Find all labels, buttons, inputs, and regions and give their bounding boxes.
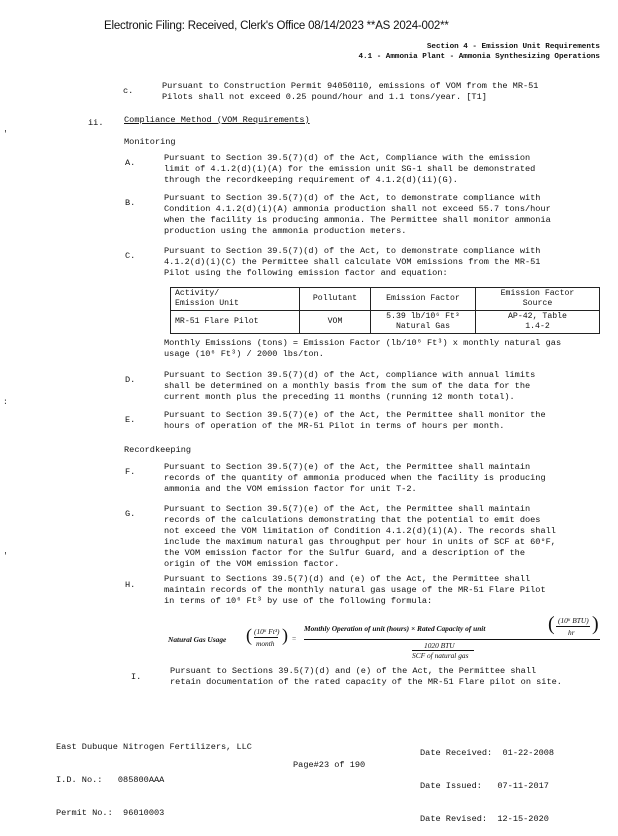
electronic-filing-stamp: Electronic Filing: Received, Clerk's Office 08/14/2023 **AS 2024-002**: [104, 20, 449, 32]
emission-factor-table: [170, 287, 600, 334]
item-text-i: Pursuant to Sections 39.5(7)(d) and (e) of the Act, the Permittee shall retain documentation of the rated capacity of the MR-51 Flare pilot on site.: [170, 666, 562, 687]
table-cell: AP-42, Table 1.4-2: [476, 311, 600, 334]
item-label-f: F.: [125, 467, 136, 477]
formula-lhs-denominator: month: [256, 639, 275, 648]
margin-mark: :: [3, 398, 8, 407]
table-header-cell: Emission Factor: [371, 288, 476, 311]
footer-permit: Permit No.: 96010003: [56, 808, 165, 818]
section-header: [358, 42, 600, 62]
item-label-i: I.: [131, 672, 142, 682]
item-label-c-top: c.: [123, 86, 134, 96]
table-header-row: [171, 288, 600, 311]
item-text-d: Pursuant to Section 39.5(7)(d) of the Act, compliance with annual limits shall be determined on a monthly basis from the sum of the data for the current month plus the preceding 11 months (running 12 month total).: [164, 370, 536, 402]
item-text-e: Pursuant to Section 39.5(7)(e) of the Act, the Permittee shall monitor the hours of operation of the MR-51 Pilot in terms of hours per month.: [164, 410, 546, 431]
section-header-line2: 4.1 - Ammonia Plant - Ammonia Synthesizing Operations: [358, 53, 600, 61]
item-text-h: Pursuant to Sections 39.5(7)(d) and (e) of the Act, the Permittee shall maintain records of the monthly natural gas usage of the MR-51 Flare Pilot in terms of 10⁶ Ft³ by use of the following formula:: [164, 574, 546, 606]
table-cell: VOM: [300, 311, 371, 334]
footer-date-received: Date Received: 01-22-2008: [420, 748, 555, 758]
margin-mark: ': [3, 130, 8, 139]
item-label-e: E.: [125, 415, 136, 425]
table-cell: 5.39 lb/10⁶ Ft³ Natural Gas: [371, 311, 476, 334]
item-label-g: G.: [125, 509, 136, 519]
footer-company: East Dubuque Nitrogen Fertilizers, LLC: [56, 742, 252, 752]
item-text-a: Pursuant to Section 39.5(7)(d) of the Act, Compliance with the emission limit of 4.1.2(d)(i)(A) for the emission unit SG-1 shall be demonstrated through the recordkeeping requirement of 4.1.2(d)(ii)(G).: [164, 153, 536, 185]
margin-mark: ': [3, 552, 8, 561]
footer-date-issued: Date Issued: 07-11-2017: [420, 781, 549, 791]
monitoring-heading: Monitoring: [124, 137, 176, 147]
footer-left: [56, 720, 252, 830]
formula-denominator-numerator: 1020 BTU: [424, 641, 455, 650]
table-cell: MR-51 Flare Pilot: [171, 311, 300, 334]
formula-lhs: Natural Gas Usage: [168, 635, 227, 644]
item-text-b: Pursuant to Section 39.5(7)(d) of the Act, to demonstrate compliance with Condition 4.1.2(d)(i)(A) ammonia production shall not exceed 55.7 tons/hour when the facility is producing ammonia. The Permittee shall monitor ammonia production using the ammonia production meters.: [164, 193, 551, 236]
compliance-method-heading: Compliance Method (VOM Requirements): [124, 115, 310, 125]
item-label-ii: ii.: [88, 118, 104, 128]
formula-lhs-numerator: (10⁶ Ft³): [254, 627, 280, 636]
item-text-c: Pursuant to Section 39.5(7)(d) of the Act, to demonstrate compliance with 4.1.2(d)(i)(C) the Permittee shall calculate VOM emissions from the MR-51 Pilot using the following emission factor and equation:: [164, 246, 541, 278]
item-label-h: H.: [125, 580, 136, 590]
formula-capacity-denominator: hr: [568, 628, 575, 637]
item-label-c: C.: [125, 251, 136, 261]
formula-equals: =: [292, 634, 297, 643]
monthly-emissions-equation: Monthly Emissions (tons) = Emission Factor (lb/10⁶ Ft³) x monthly natural gas usage (10⁶ Ft³) / 2000 lbs/ton.: [164, 338, 562, 359]
item-text-c-top: Pursuant to Construction Permit 94050110, emissions of VOM from the MR-51 Pilots shall not exceed 0.25 pound/hour and 1.1 tons/year. [T1]: [162, 81, 539, 102]
formula-main-fraction-bar: [304, 639, 600, 640]
item-label-d: D.: [125, 375, 136, 385]
page-number: Page#23 of 190: [293, 760, 366, 770]
natural-gas-usage-formula: Natural Gas Usage ( (10⁶ Ft³) month ) = Monthly Operation of unit (hours) × Rated Capacity of unit ( (10⁶ BTU) hr ) 1020 BTU SCF of natural gas: [168, 613, 599, 660]
formula-denominator-denominator: SCF of natural gas: [412, 651, 469, 660]
item-text-f: Pursuant to Section 39.5(7)(e) of the Act, the Permittee shall maintain records of the quantity of ammonia produced when the facility is producing ammonia and the VOM emission factor for unit T-2.: [164, 462, 546, 494]
section-header-line1: Section 4 - Emission Unit Requirements: [426, 43, 600, 51]
item-label-b: B.: [125, 198, 136, 208]
footer-id: I.D. No.: 085800AAA: [56, 775, 165, 785]
table-header-cell: Activity/ Emission Unit: [171, 288, 300, 311]
recordkeeping-heading: Recordkeeping: [124, 445, 192, 455]
formula-capacity-numerator: (10⁶ BTU): [558, 616, 589, 625]
item-label-a: A.: [125, 158, 136, 168]
table-header-cell: Emission Factor Source: [476, 288, 600, 311]
table-row: [171, 311, 600, 334]
footer-right: [420, 726, 554, 836]
formula-numerator: Monthly Operation of unit (hours) × Rated Capacity of unit: [304, 624, 486, 633]
item-text-g: Pursuant to Section 39.5(7)(e) of the Act, the Permittee shall maintain records of the calculations demonstrating that the potential to emit does not exceed the VOM limitation of Condition 4.1.2(d)(i)(A). The records shall include the maximum natural gas throughput per hour in units of SCF at 60°F, the VOM emission factor for the Sulfur Guard, and a description of the origin of the VOM emission factor.: [164, 504, 556, 569]
footer-date-revised: Date Revised: 12-15-2020: [420, 814, 549, 824]
table-header-cell: Pollutant: [300, 288, 371, 311]
